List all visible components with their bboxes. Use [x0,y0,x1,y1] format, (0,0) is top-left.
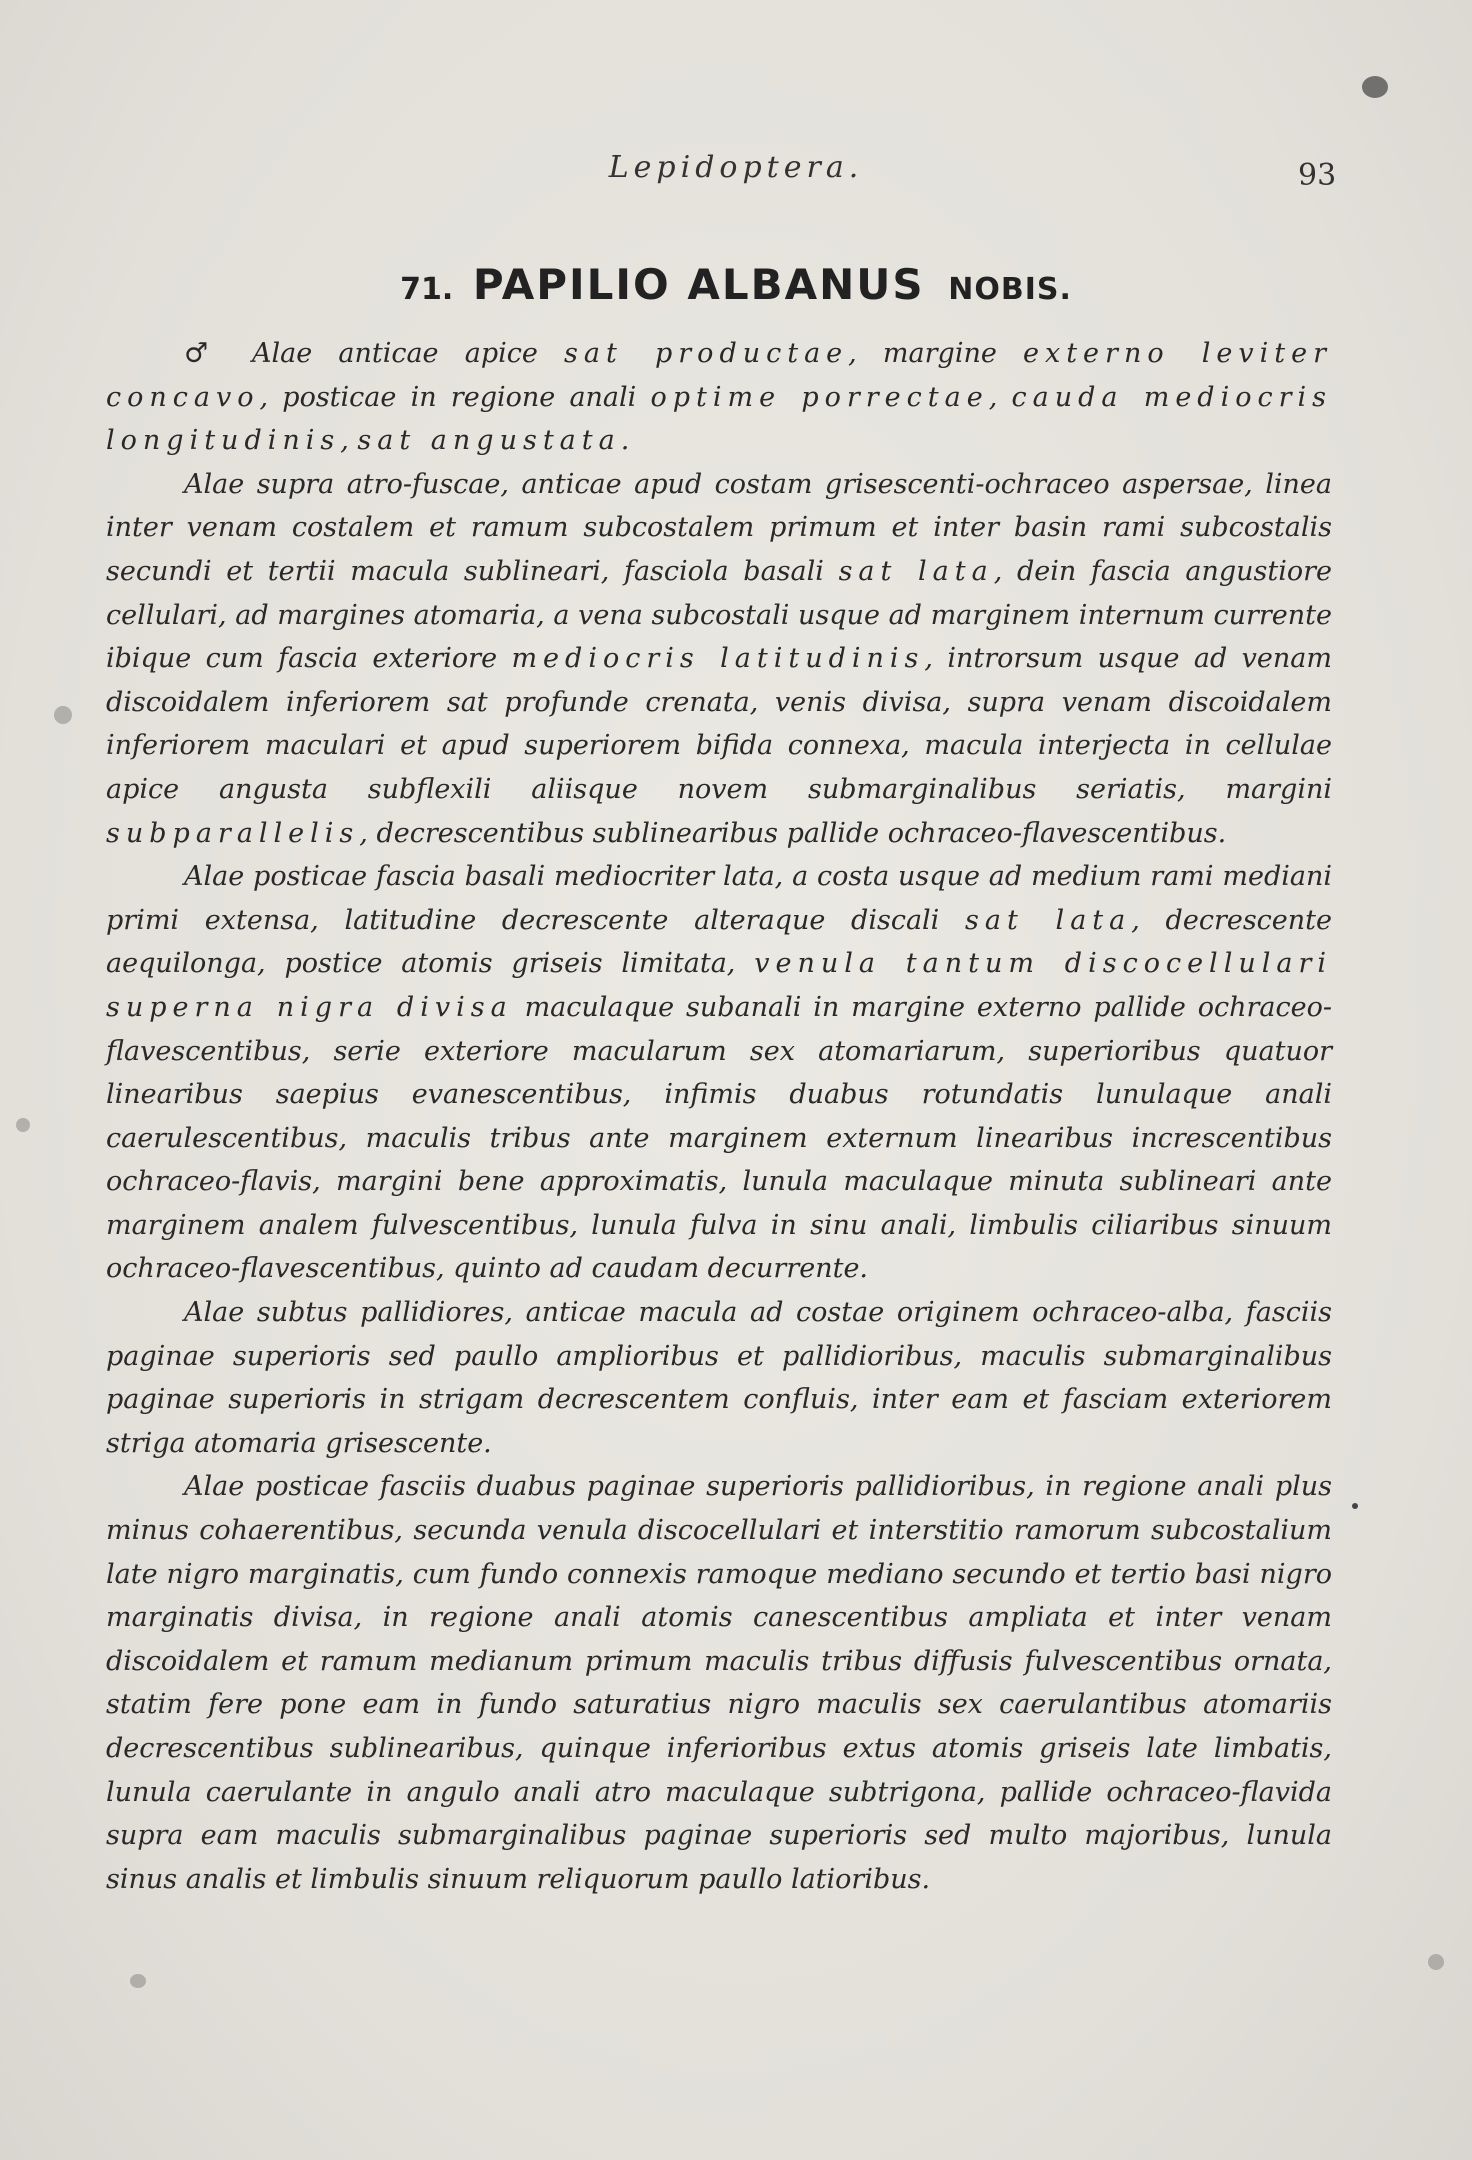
page-number: 93 [1298,158,1337,193]
paragraph-text: , margine [848,338,1023,369]
description-paragraph [106,332,1332,463]
species-number: 71. [400,272,454,307]
spaced-emphasis-text: sat productae [564,338,849,369]
running-head: Lepidoptera. [608,150,864,185]
spaced-emphasis-text: cauda mediocris longitudinis [106,381,1332,457]
paragraph-text: , posticae in regione anali [259,381,651,413]
description-paragraph [106,463,1332,855]
species-name: PAPILIO ALBANUS [472,260,925,309]
paragraph-text: Alae posticae fascia basali mediocriter lata, a costa usque ad medium rami mediani primi extensa, latitudine decrescente alteraque discali [106,861,1332,936]
paragraph-text: , [340,425,358,457]
description-paragraph [106,855,1332,1291]
spaced-emphasis-text: externo leviter concavo [106,338,1332,413]
paragraph-text: Alae subtus pallidiores, anticae macula ad costae originem ochraceo-alba, fasciis paginae superioris sed paullo amplioribus et pallidioribus, maculis submarginalibus paginae superioris in strigam decrescentem confluis, inter eam et fasciam exteriorem striga atomaria grisescente. [106,1297,1332,1459]
spaced-emphasis-text: sat lata [838,555,994,587]
spaced-emphasis-text: sat lata [965,904,1132,936]
paragraph-text: ♂ [184,338,252,369]
description-paragraph [106,1465,1332,1901]
paragraph-text: , decrescente aequilonga, postice atomis griseis limitata, [106,904,1332,980]
paragraph-text: Alae anticae apice [251,338,565,369]
species-heading [0,260,1472,309]
spaced-emphasis-text: subparallelis [106,817,360,849]
paper-speck [1352,1503,1358,1509]
paragraph-text: maculaque subanali in margine externo pallide ochraceo-flavescentibus, serie exteriore macularum sex atomariarum, superioribus quatuor linearibus saepius evanescentibus, infimis duabus rotundatis lunulaque anali caerulescentibus, maculis tribus ante marginem externum linearibus increscentibus ochraceo-flavis, margini bene approximatis, lunula maculaque minuta sublineari ante marginem analem fulvescentibus, lunula fulva in sinu anali, limbulis ciliaribus sinuum ochraceo-flavescentibus, quinto ad caudam decurrente. [106,991,1333,1285]
paper-speck [54,706,72,724]
paper-speck [1428,1954,1444,1970]
spaced-emphasis-text: mediocris latitudinis [511,643,925,675]
paragraph-text: . [620,425,630,457]
paper-speck [16,1118,30,1132]
paragraph-text: , decrescentibus sublinearibus pallide ochraceo-flavescentibus. [359,817,1227,849]
paragraph-text: , introrsum usque ad venam discoidalem inferiorem sat profunde crenata, venis divisa, supra venam discoidalem inferiorem maculari et apud superiorem bifida connexa, macula interjecta in cellulae apice angusta subflexili aliisque novem submarginalibus seriatis, margini [106,643,1332,805]
description-paragraph [106,1291,1332,1465]
description-text [106,332,1332,1901]
spaced-emphasis-text: sat angustata [357,425,621,457]
spaced-emphasis-text: optime porrectae [650,381,989,413]
paragraph-text: Alae supra atro-fuscae, anticae apud costam grisescenti-ochraceo aspersae, linea inter venam costalem et ramum subcostalem primum et inter basin rami subcostalis secundi et tertii macula sublineari, fasciola basali [106,468,1332,587]
paper-speck [1362,76,1388,98]
species-author: NOBIS. [948,272,1072,307]
paragraph-text: Alae posticae fasciis duabus paginae superioris pallidioribus, in regione anali plus minus cohaerentibus, secunda venula discocellulari et interstitio ramorum subcostalium late nigro marginatis, cum fundo connexis ramoque mediano secundo et tertio basi nigro marginatis divisa, in regione anali atomis canescentibus ampliata et inter venam discoidalem et ramum medianum primum maculis tribus diffusis fulvescentibus ornata, statim fere pone eam in fundo saturatius nigro maculis sex caerulantibus atomariis decrescentibus sublinearibus, quinque inferioribus extus atomis griseis late limbatis, lunula caerulante in angulo anali atro maculaque subtrigona, pallide ochraceo-flavida supra eam maculis submarginalibus paginae superioris sed multo majoribus, lunula sinus analis et limbulis sinuum reliquorum paullo latioribus. [106,1471,1332,1895]
paragraph-text: , dein fascia angustiore cellulari, ad margines atomaria, a vena subcostali usque ad marginem internum currente ibique cum fascia exteriore [106,555,1332,675]
paragraph-text: , [988,381,1012,413]
spaced-emphasis-text: venula tantum discocellulari superna nigra divisa [106,948,1332,1023]
paper-speck [130,1974,146,1988]
